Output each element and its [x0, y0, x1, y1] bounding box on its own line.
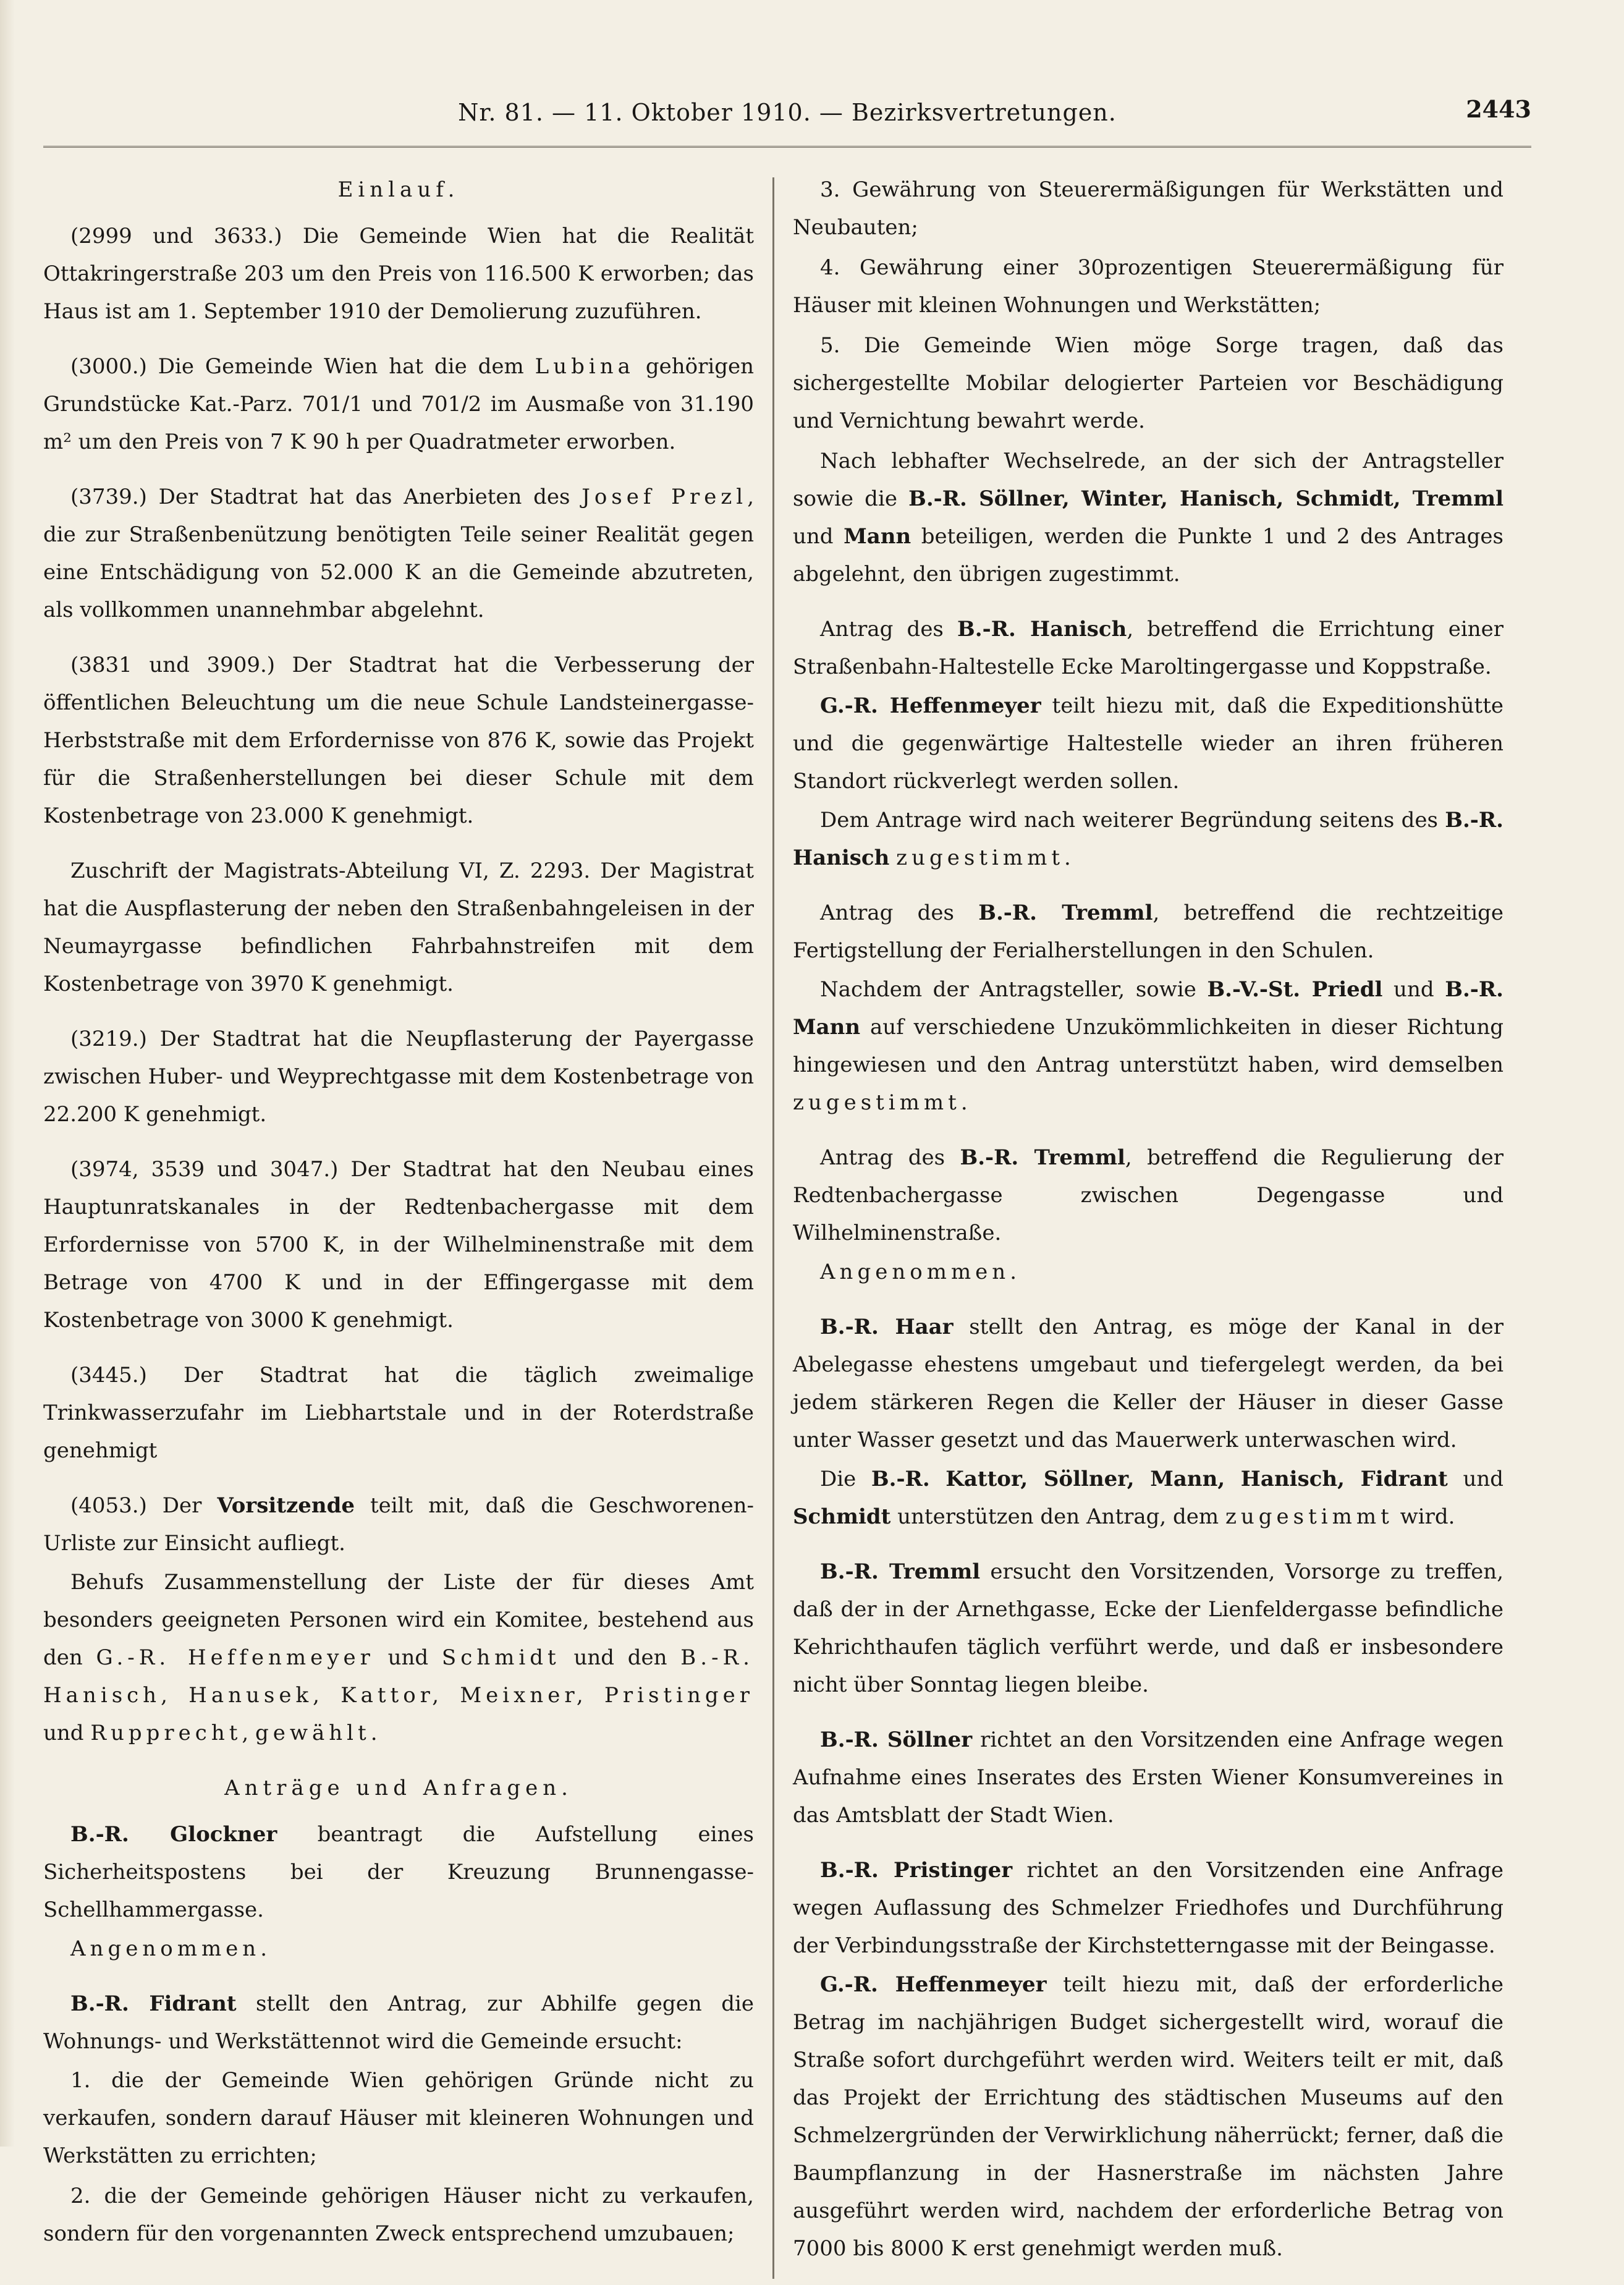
fidrant-item-2: 2. die der Gemeinde gehörigen Häuser nicht zu verkaufen, sondern für den vorgenannten Zweck entsprechend umzubauen;: [43, 2184, 754, 2246]
entry-3000: (3000.) Die Gemeinde Wien hat die dem Lubina gehörigen Grundstücke Kat.-Parz. 701/1 und 701/2 im Ausmaße von 31.190 m² um den Preis von 7 K 90 h per Quadratmeter erworben.: [43, 354, 754, 454]
section-antraege-heading: Anträge und Anfragen.: [224, 1776, 573, 1800]
fidrant-item-4: 4. Gewährung einer 30prozentigen Steuerermäßigung für Häuser mit kleinen Wohnungen und Werkstätten;: [793, 255, 1503, 318]
tremml-2-result: Angenommen.: [820, 1260, 1021, 1284]
left-column: [43, 171, 772, 2285]
inquiry-soellner: B.-R. Söllner richtet an den Vorsitzenden eine Anfrage wegen Aufnahme eines Inserates des Ersten Wiener Konsumvereines in das Amtsblatt der Stadt Wien.: [793, 1728, 1503, 1828]
right-column: [774, 171, 1503, 2285]
entry-3974: (3974, 3539 und 3047.) Der Stadtrat hat den Neubau eines Hauptunratskanales in der Redtenbachergasse mit dem Erfordernisse von 5700 K, in der Wilhelminenstraße mit dem Betrage von 4700 K und in der Effingergasse mit dem Kostenbetrage von 3000 K genehmigt.: [43, 1157, 754, 1333]
entry-3831: (3831 und 3909.) Der Stadtrat hat die Verbesserung der öffentlichen Beleuchtung um die neue Schule Landsteinergasse-Herbststraße mit dem Erfordernisse von 876 K, sowie das Projekt für die Straßenherstellungen bei dieser Schule mit dem Kostenbetrage von 23.000 K genehmigt.: [43, 653, 754, 828]
entry-3445: (3445.) Der Stadtrat hat die täglich zweimalige Trinkwasserzufahr im Liebhartstale und in der Roterdstraße genehmigt: [43, 1363, 754, 1463]
header-rule: [43, 146, 1531, 154]
page-edge-shadow: [0, 0, 15, 2147]
entry-3739: (3739.) Der Stadtrat hat das Anerbieten des Josef Prezl, die zur Straßenbenützung benötigten Teile seiner Realität gegen eine Entschädigung von 52.000 K an die Gemeinde abzutreten, als vollkommen unannehmbar abgelehnt.: [43, 485, 754, 622]
motion-hanisch: Antrag des B.-R. Hanisch, betreffend die Errichtung einer Straßenbahn-Haltestelle Ecke Maroltingergasse und Koppstraße.: [793, 617, 1503, 679]
haar-result: Die B.-R. Kattor, Söllner, Mann, Hanisch, Fidrant und Schmidt unterstützen den Antrag, dem zugestimmt wird.: [793, 1467, 1503, 1529]
motion-fidrant: B.-R. Fidrant stellt den Antrag, zur Abhilfe gegen die Wohnungs- und Werkstättennot wird die Gemeinde ersucht:: [43, 1991, 754, 2054]
page-header: [43, 87, 1531, 142]
columns: [43, 171, 1531, 2285]
fidrant-result: Nach lebhafter Wechselrede, an der sich der Antragsteller sowie die B.-R. Söllner, Winter, Hanisch, Schmidt, Tremml und Mann beteiligen, werden die Punkte 1 und 2 des Antrages abgelehnt, den übrigen zugestimmt.: [793, 449, 1504, 587]
fidrant-item-3: 3. Gewährung von Steuerermäßigungen für Werkstätten und Neubauten;: [793, 177, 1503, 240]
motion-glockner-result: Angenommen.: [70, 1936, 272, 1961]
tremml-1-result: Nachdem der Antragsteller, sowie B.-V.-St. Priedl und B.-R. Mann auf verschiedene Unzukömmlichkeiten in dieser Richtung hingewiesen und den Antrag unterstützt haben, wird demselben zugestimmt.: [793, 977, 1503, 1115]
heffenmeyer-reply-2: G.-R. Heffenmeyer teilt hiezu mit, daß der erforderliche Betrag im nachjährigen Budget sichergestellt wird, worauf die Straße sofort durchgeführt werden wird. Weiters teilt er mit, daß das Projekt der Errichtung des städtischen Museums auf den Schmelzergründen der Verwirklichung näherrückt; ferner, daß die Baumpflanzung in der Hasnerstraße im nächsten Jahre ausgeführt werden wird, nachdem der erforderliche Betrag von 7000 bis 8000 K erst genehmigt werden muß.: [793, 1972, 1504, 2261]
header-title: Nr. 81. — 11. Oktober 1910. — Bezirksvertretungen.: [458, 99, 1117, 126]
motion-tremml-2: Antrag des B.-R. Tremml, betreffend die Regulierung der Redtenbachergasse zwischen Degengasse und Wilhelminenstraße.: [793, 1145, 1503, 1245]
fidrant-item-1: 1. die der Gemeinde Wien gehörigen Gründe nicht zu verkaufen, sondern darauf Häuser mit kleineren Wohnungen und Werkstätten zu errichten;: [43, 2068, 754, 2168]
heffenmeyer-reply-1: G.-R. Heffenmeyer teilt hiezu mit, daß die Expeditionshütte und die gegenwärtige Haltestelle wieder an ihren früheren Standort rückverlegt werden sollen.: [793, 693, 1503, 794]
request-tremml: B.-R. Tremml ersucht den Vorsitzenden, Vorsorge zu treffen, daß der in der Arnethgasse, Ecke der Lienfeldergasse befindliche Kehrichthaufen täglich verführt werde, und daß er insbesondere nicht über Sonntag liegen bleibe.: [793, 1559, 1504, 1697]
motion-glockner: B.-R. Glockner beantragt die Aufstellung eines Sicherheitspostens bei der Kreuzung Brunnengasse-Schellhammergasse.: [43, 1822, 754, 1922]
entry-2999: (2999 und 3633.) Die Gemeinde Wien hat die Realität Ottakringerstraße 203 um den Preis von 116.500 K erworben; das Haus ist am 1. September 1910 der Demolierung zuzuführen.: [43, 224, 754, 324]
section-einlauf-heading: Einlauf.: [337, 177, 460, 202]
fidrant-item-5: 5. Die Gemeinde Wien möge Sorge tragen, daß das sichergestellte Mobilar delogierter Parteien vor Beschädigung und Vernichtung bewahrt werde.: [793, 333, 1503, 433]
entry-3219: (3219.) Der Stadtrat hat die Neupflasterung der Payergasse zwischen Huber- und Weyprechtgasse mit dem Kostenbetrage von 22.200 K genehmigt.: [43, 1027, 754, 1127]
entry-4053: (4053.) Der Vorsitzende teilt mit, daß die Geschworenen-Urliste zur Einsicht aufliegt.: [43, 1493, 754, 1556]
inquiry-pristinger: B.-R. Pristinger richtet an den Vorsitzenden eine Anfrage wegen Auflassung des Schmelzer Friedhofes und Durchführung der Verbindungsstraße der Kirchstetterngasse mit der Beingasse.: [793, 1858, 1504, 1958]
entry-ma6: Zuschrift der Magistrats-Abteilung VI, Z. 2293. Der Magistrat hat die Auspflasterung der neben den Straßenbahngeleisen in der Neumayrgasse befindlichen Fahrbahnstreifen mit dem Kostenbetrage von 3970 K genehmigt.: [43, 858, 754, 996]
motion-haar: B.-R. Haar stellt den Antrag, es möge der Kanal in der Abelegasse ehestens umgebaut und tiefergelegt werden, da bei jedem stärkeren Regen die Keller der Häuser in dieser Gasse unter Wasser gesetzt und das Mauerwerk unterwaschen wird.: [793, 1315, 1503, 1452]
motion-tremml-1: Antrag des B.-R. Tremml, betreffend die rechtzeitige Fertigstellung der Ferialherstellungen in den Schulen.: [793, 901, 1503, 963]
hanisch-result: Dem Antrage wird nach weiterer Begründung seitens des B.-R. Hanisch zugestimmt.: [793, 808, 1503, 870]
entry-komitee: Behufs Zusammenstellung der Liste der für dieses Amt besonders geeigneten Personen wird ein Komitee, bestehend aus den G.-R. Heffenmeyer und Schmidt und den B.-R. Hanisch, Hanusek, Kattor, Meixner, Pristinger und Rupprecht, gewählt.: [43, 1570, 754, 1745]
page-number: 2443: [1466, 95, 1531, 123]
